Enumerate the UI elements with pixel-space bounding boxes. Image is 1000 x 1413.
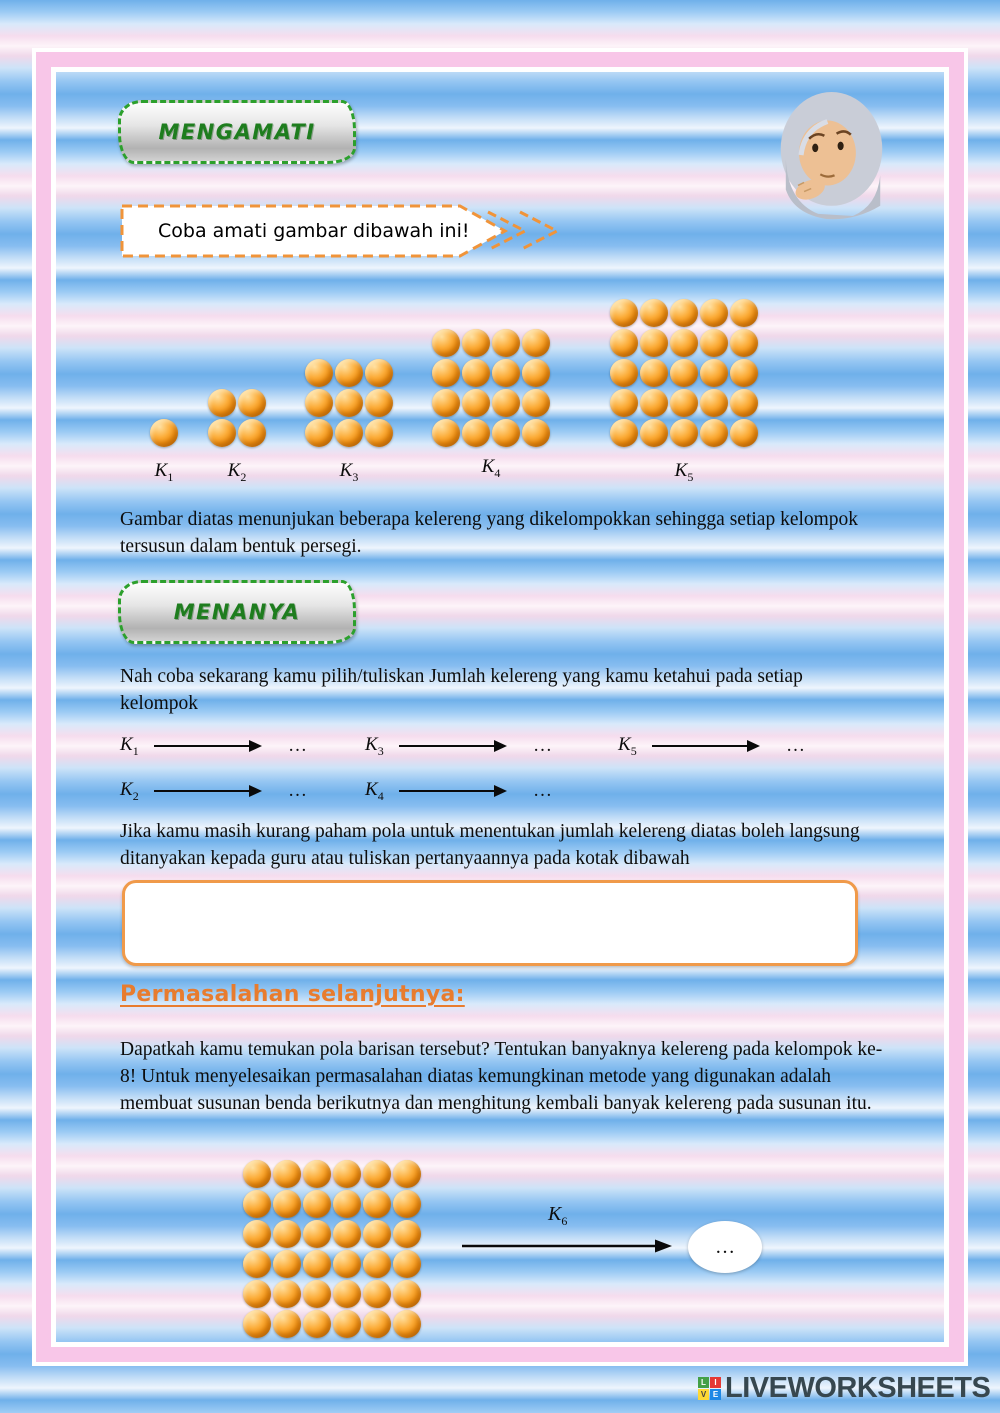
marble bbox=[393, 1160, 421, 1188]
marble bbox=[335, 419, 363, 447]
marble bbox=[243, 1250, 271, 1278]
marble bbox=[363, 1190, 391, 1218]
marble bbox=[730, 299, 758, 327]
group-ref-label-k1: $K_1$ bbox=[120, 733, 139, 758]
marble bbox=[238, 389, 266, 417]
marble bbox=[243, 1190, 271, 1218]
marble bbox=[432, 419, 460, 447]
marble bbox=[363, 1250, 391, 1278]
paragraph-description: Gambar diatas menunjukan beberapa kelereng yang dikelompokkan sehingga setiap kelompok tersusun dalam bentuk persegi. bbox=[120, 509, 859, 557]
section-badge-menanya bbox=[118, 580, 356, 644]
marble bbox=[522, 419, 550, 447]
marble bbox=[333, 1220, 361, 1248]
marble bbox=[363, 1280, 391, 1308]
marble bbox=[393, 1310, 421, 1338]
marble bbox=[303, 1220, 331, 1248]
group-ref-label-k2: $K_2$ bbox=[120, 778, 139, 803]
arrow-icon bbox=[652, 739, 760, 753]
marble bbox=[610, 419, 638, 447]
marble bbox=[640, 389, 668, 417]
marble bbox=[522, 359, 550, 387]
marble-group-k5 bbox=[610, 299, 758, 447]
marble bbox=[273, 1220, 301, 1248]
group-label-k5: $K_5$ bbox=[674, 460, 694, 484]
answer-blank-k1[interactable]: … bbox=[288, 735, 308, 756]
marble bbox=[333, 1310, 361, 1338]
marble bbox=[305, 359, 333, 387]
arrow-icon bbox=[462, 1238, 672, 1254]
group-label-k1: $K_1$ bbox=[154, 460, 174, 484]
marble-group-k1 bbox=[150, 419, 178, 447]
answer-blank-k3[interactable]: … bbox=[533, 735, 553, 756]
liveworksheets-icon: L I V E bbox=[698, 1377, 721, 1400]
marble bbox=[492, 329, 520, 357]
marble bbox=[462, 329, 490, 357]
answer-blank-k4[interactable]: … bbox=[533, 780, 553, 801]
mapping-k5 bbox=[618, 733, 806, 759]
marble bbox=[333, 1190, 361, 1218]
marble bbox=[363, 1160, 391, 1188]
marble bbox=[492, 359, 520, 387]
marble bbox=[670, 359, 698, 387]
marble bbox=[243, 1280, 271, 1308]
marble bbox=[208, 389, 236, 417]
answer-blank-k2[interactable]: … bbox=[288, 780, 308, 801]
group-label-k2: $K_2$ bbox=[227, 460, 247, 484]
group-ref-label-k3: $K_3$ bbox=[365, 733, 384, 758]
marble bbox=[273, 1280, 301, 1308]
mapping-k3 bbox=[365, 733, 553, 759]
marble bbox=[730, 419, 758, 447]
marble bbox=[730, 389, 758, 417]
marble bbox=[273, 1160, 301, 1188]
marble bbox=[393, 1280, 421, 1308]
marble bbox=[243, 1310, 271, 1338]
marble bbox=[462, 419, 490, 447]
marble bbox=[365, 419, 393, 447]
marble bbox=[243, 1160, 271, 1188]
group-ref-label-k5: $K_5$ bbox=[618, 733, 637, 758]
answer-oval-k6[interactable] bbox=[688, 1221, 762, 1273]
marble bbox=[700, 329, 728, 357]
marble bbox=[273, 1250, 301, 1278]
badge-mengamati-label: MENGAMATI bbox=[158, 120, 316, 144]
marble bbox=[333, 1250, 361, 1278]
marble bbox=[700, 299, 728, 327]
arrow-icon bbox=[399, 784, 507, 798]
marble bbox=[492, 389, 520, 417]
badge-menanya-label: MENANYA bbox=[173, 600, 301, 624]
paragraph-problem: Dapatkah kamu temukan pola barisan tersebut? Tentukan banyaknya kelereng pada kelompok ke-8! Untuk menyelesaikan permasalahan diatas kemungkinan metode yang digunakan adalah membuat susunan benda berikutnya dan menghitung kembali banyak kelereng pada susunan itu. bbox=[120, 1039, 883, 1114]
marble bbox=[243, 1220, 271, 1248]
section-badge-mengamati bbox=[118, 100, 356, 164]
marble-group-k4 bbox=[432, 329, 550, 447]
marble bbox=[432, 359, 460, 387]
mapping-k1 bbox=[120, 733, 308, 759]
marble bbox=[610, 389, 638, 417]
marble bbox=[363, 1310, 391, 1338]
marble bbox=[640, 359, 668, 387]
arrow-icon bbox=[154, 784, 262, 798]
marble bbox=[238, 419, 266, 447]
mapping-k4 bbox=[365, 778, 553, 804]
marble bbox=[305, 389, 333, 417]
group-label-k6: $K_6$ bbox=[548, 1203, 568, 1228]
marble bbox=[335, 389, 363, 417]
marble bbox=[610, 299, 638, 327]
mapping-k2 bbox=[120, 778, 308, 804]
marble bbox=[335, 359, 363, 387]
group-label-k4: $K_4$ bbox=[481, 456, 501, 480]
marble bbox=[492, 419, 520, 447]
marble bbox=[333, 1280, 361, 1308]
marble bbox=[670, 329, 698, 357]
section-heading-next-problem: Permasalahan selanjutnya: bbox=[120, 982, 465, 1007]
arrow-icon bbox=[399, 739, 507, 753]
group-label-k3: $K_3$ bbox=[339, 460, 359, 484]
marble bbox=[730, 359, 758, 387]
marble-group-k2 bbox=[208, 389, 266, 447]
marble-group-k6 bbox=[243, 1160, 421, 1338]
marble bbox=[640, 299, 668, 327]
marble bbox=[303, 1310, 331, 1338]
arrow-icon bbox=[154, 739, 262, 753]
banner-text: Coba amati gambar dibawah ini! bbox=[158, 220, 470, 242]
marble bbox=[610, 329, 638, 357]
marble bbox=[670, 299, 698, 327]
marble bbox=[462, 359, 490, 387]
marble-group-k3 bbox=[305, 359, 393, 447]
marble bbox=[305, 419, 333, 447]
marble bbox=[640, 419, 668, 447]
marble bbox=[273, 1190, 301, 1218]
marble bbox=[273, 1310, 301, 1338]
answer-blank-k5[interactable]: … bbox=[786, 735, 806, 756]
marble bbox=[432, 389, 460, 417]
marble bbox=[700, 389, 728, 417]
thinking-emoji bbox=[773, 88, 891, 220]
marble bbox=[670, 389, 698, 417]
marble bbox=[303, 1250, 331, 1278]
marble bbox=[208, 419, 236, 447]
question-input[interactable] bbox=[122, 880, 858, 966]
marble bbox=[333, 1160, 361, 1188]
brand-wordmark: LIVEWORKSHEETS bbox=[725, 1372, 991, 1404]
marble bbox=[700, 419, 728, 447]
marble bbox=[365, 359, 393, 387]
marble bbox=[363, 1220, 391, 1248]
marble bbox=[365, 389, 393, 417]
marble bbox=[303, 1160, 331, 1188]
marble bbox=[700, 359, 728, 387]
marble bbox=[432, 329, 460, 357]
marble bbox=[393, 1250, 421, 1278]
marble bbox=[640, 329, 668, 357]
marble bbox=[670, 419, 698, 447]
marble bbox=[303, 1280, 331, 1308]
marble bbox=[730, 329, 758, 357]
marble bbox=[610, 359, 638, 387]
liveworksheets-logo bbox=[698, 1372, 990, 1405]
marble bbox=[393, 1190, 421, 1218]
marble bbox=[522, 329, 550, 357]
group-ref-label-k4: $K_4$ bbox=[365, 778, 384, 803]
answer-oval-dots: … bbox=[715, 1235, 735, 1258]
marble bbox=[303, 1190, 331, 1218]
paragraph-instruction: Nah coba sekarang kamu pilih/tuliskan Jumlah kelereng yang kamu ketahui pada setiap kelompok bbox=[120, 666, 803, 714]
marble bbox=[150, 419, 178, 447]
paragraph-help: Jika kamu masih kurang paham pola untuk menentukan jumlah kelereng diatas boleh langsung ditanyakan kepada guru atau tuliskan pertanyaannya pada kotak dibawah bbox=[120, 821, 860, 869]
marble bbox=[393, 1220, 421, 1248]
marble bbox=[522, 389, 550, 417]
instruction-banner bbox=[120, 204, 570, 258]
marble bbox=[462, 389, 490, 417]
